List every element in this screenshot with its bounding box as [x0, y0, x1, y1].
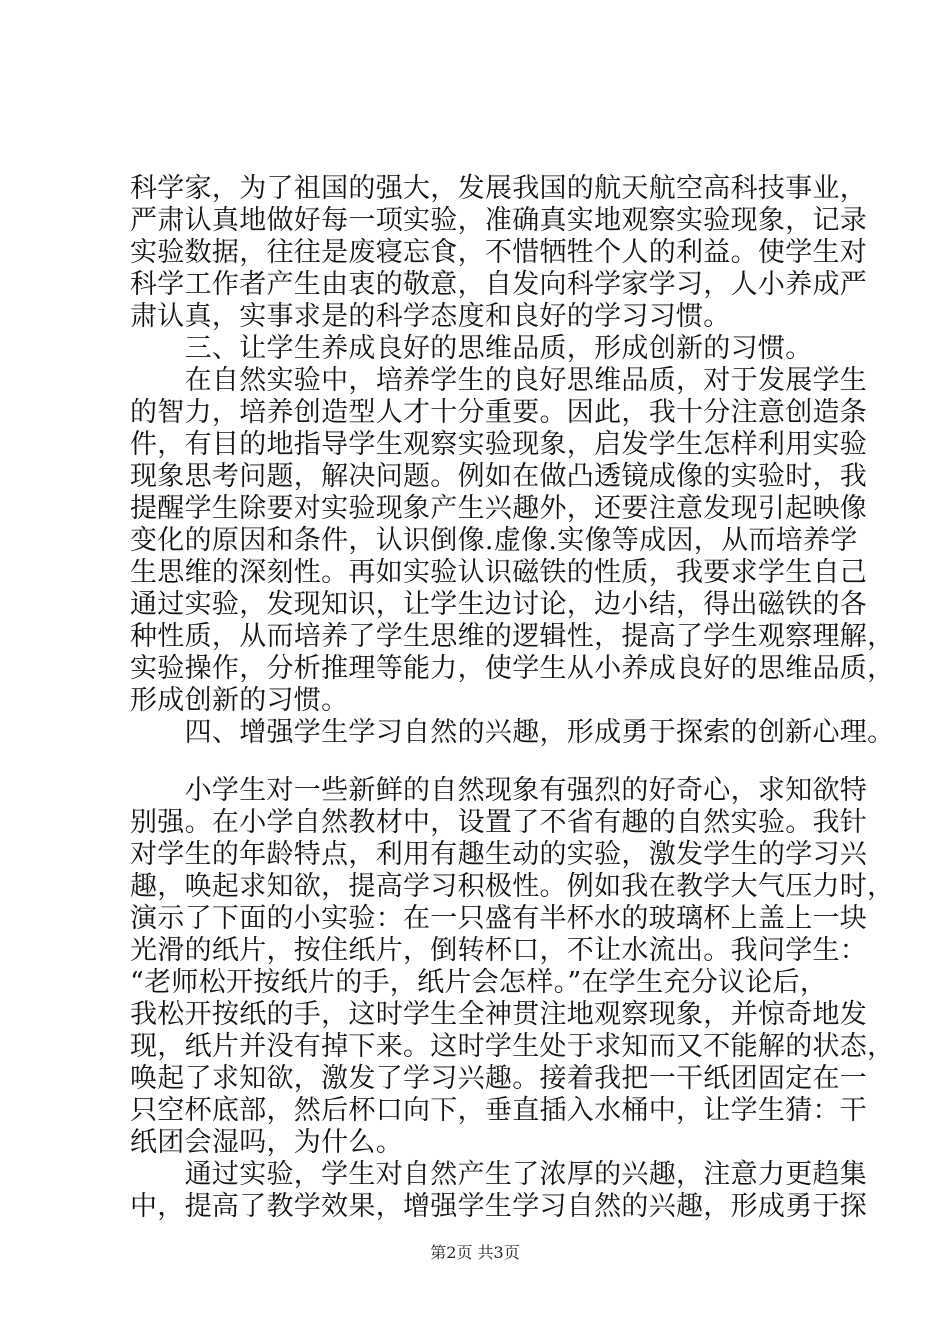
text-line: 实验操作，分析推理等能力，使学生从小养成良好的思维品质， [130, 653, 895, 684]
text-line: 三、让学生养成良好的思维品质，形成创新的习惯。 [130, 333, 813, 364]
text-line: 光滑的纸片，按住纸片，倒转杯口，不让水流出。我问学生： [130, 935, 868, 966]
text-line: 趣，唤起求知欲，提高学习积极性。例如我在教学大气压力时， [130, 871, 895, 902]
text-line: 只空杯底部，然后杯口向下，垂直插入水桶中，让学生猜：干 [130, 1095, 868, 1126]
paragraph-gap [130, 749, 850, 775]
text-line: 严肃认真地做好每一项实验，准确真实地观察实验现象，记录 [130, 205, 868, 236]
text-line: 生思维的深刻性。再如实验认识磁铁的性质，我要求学生自己 [130, 557, 868, 588]
text-line: 通过实验，发现知识，让学生边讨论，边小结，得出磁铁的各 [130, 589, 868, 620]
text-line: 实验数据，往往是废寝忘食，不惜牺牲个人的利益。使学生对 [130, 237, 868, 268]
text-line: 小学生对一些新鲜的自然现象有强烈的好奇心，求知欲特 [130, 775, 868, 806]
text-line: 种性质，从而培养了学生思维的逻辑性，提高了学生观察理解， [130, 621, 895, 652]
text-line: 形成创新的习惯。 [130, 685, 349, 716]
text-line: 件，有目的地指导学生观察实验现象，启发学生怎样利用实验 [130, 429, 868, 460]
text-line: 对学生的年龄特点，利用有趣生动的实验，激发学生的学习兴 [130, 839, 868, 870]
text-line: 唤起了求知欲，激发了学习兴趣。接着我把一干纸团固定在一 [130, 1063, 868, 1094]
text-line: 四、增强学生学习自然的兴趣，形成勇于探索的创新心理。 [130, 717, 895, 748]
text-line: 现象思考问题，解决问题。例如在做凸透镜成像的实验时，我 [130, 461, 868, 492]
document-body [130, 173, 895, 1223]
text-line: “老师松开按纸片的手，纸片会怎样。”在学生充分议论后， [130, 967, 828, 998]
text-line: 演示了下面的小实验：在一只盛有半杯水的玻璃杯上盖上一块 [130, 903, 868, 934]
text-line: 现，纸片并没有掉下来。这时学生处于求知而又不能解的状态， [130, 1031, 895, 1062]
text-line: 变化的原因和条件，认识倒像.虚像.实像等成因，从而培养学 [130, 525, 858, 556]
text-line: 通过实验，学生对自然产生了浓厚的兴趣，注意力更趋集 [130, 1159, 868, 1190]
page-number-footer: 第2页 共3页 [430, 1243, 520, 1262]
text-block-after-gap [130, 775, 895, 1223]
text-line: 纸团会湿吗，为什么。 [130, 1127, 403, 1158]
text-line: 肃认真，实事求是的科学态度和良好的学习习惯。 [130, 301, 731, 332]
text-line: 科学工作者产生由衷的敬意，自发向科学家学习，人小养成严 [130, 269, 868, 300]
text-block-before-gap [130, 173, 895, 749]
text-line: 的智力，培养创造型人才十分重要。因此，我十分注意创造条 [130, 397, 868, 428]
text-line: 科学家，为了祖国的强大，发展我国的航天航空高科技事业， [130, 173, 868, 204]
text-line: 在自然实验中，培养学生的良好思维品质，对于发展学生 [130, 365, 868, 396]
text-line: 提醒学生除要对实验现象产生兴趣外，还要注意发现引起映像 [130, 493, 868, 524]
text-line: 别强。在小学自然教材中，设置了不省有趣的自然实验。我针 [130, 807, 868, 838]
text-line: 我松开按纸的手，这时学生全神贯注地观察现象，并惊奇地发 [130, 999, 868, 1030]
text-line: 中，提高了教学效果，增强学生学习自然的兴趣，形成勇于探 [130, 1191, 868, 1222]
